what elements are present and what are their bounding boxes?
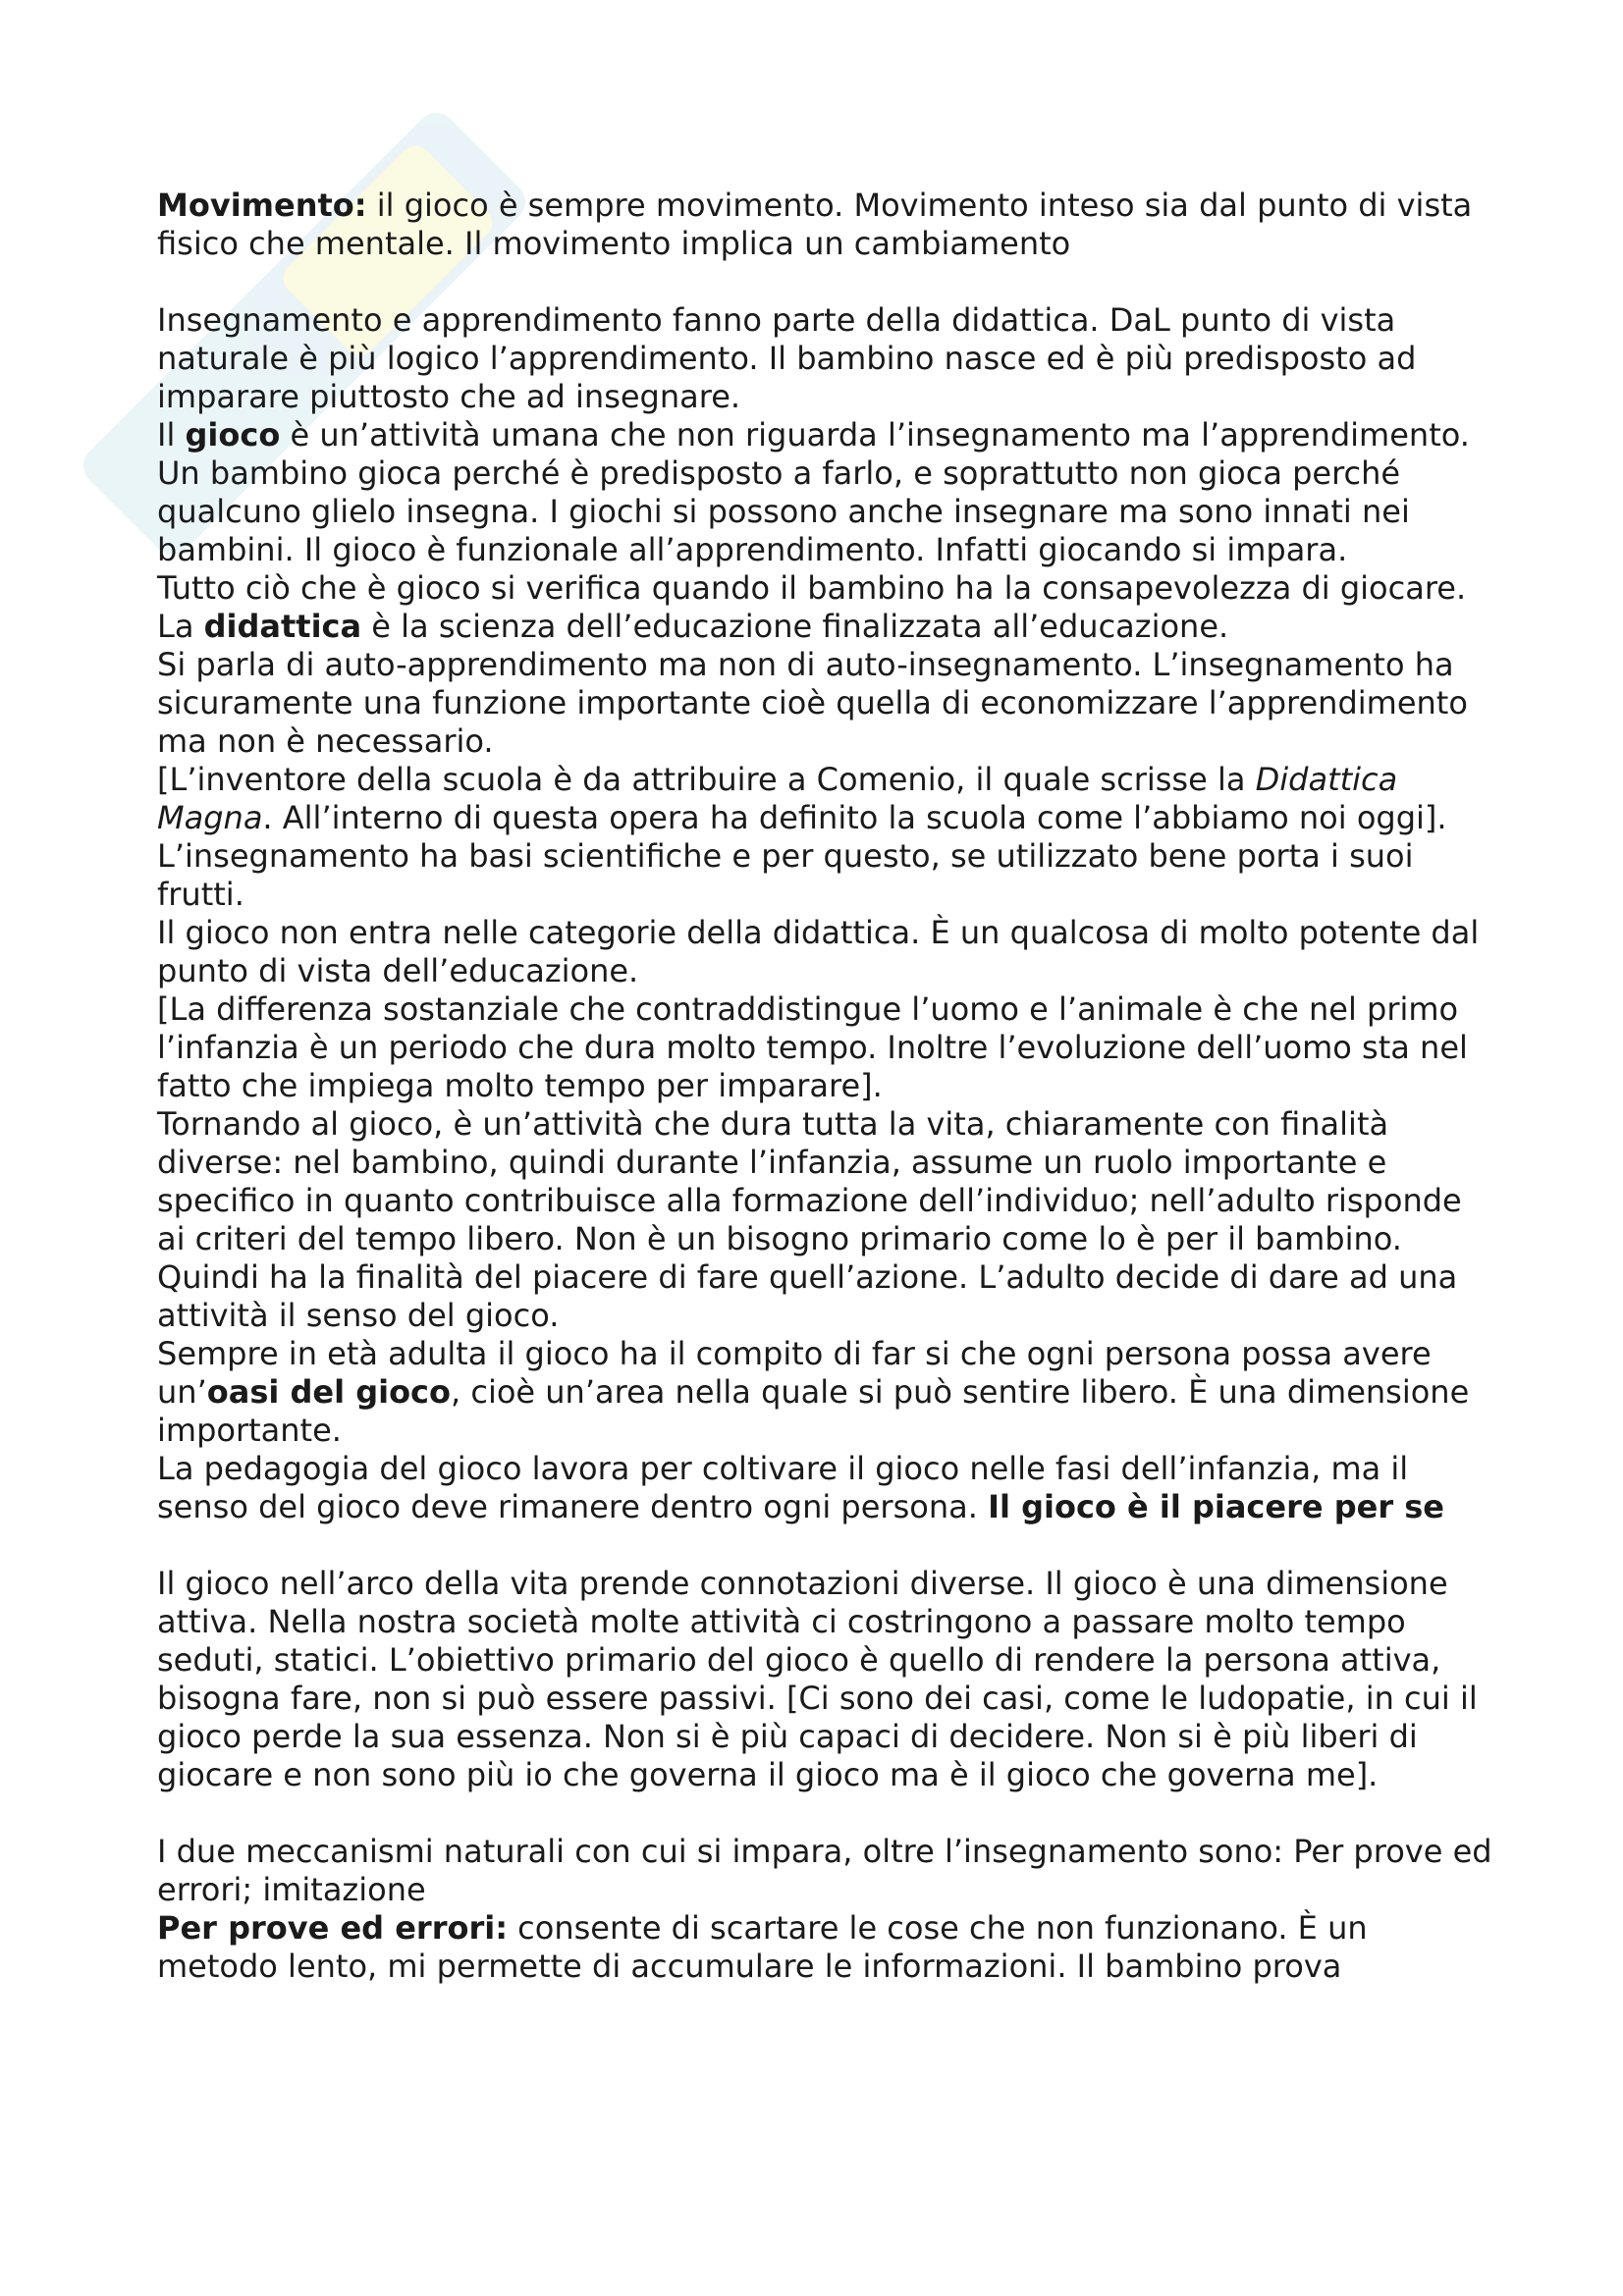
term-oasi-del-gioco: oasi del gioco — [206, 1373, 451, 1411]
blank-line — [157, 1526, 1492, 1565]
paragraph-insegnamento: Insegnamento e apprendimento fanno parte della didattica. DaL punto di vista naturale è più logico l’apprendimento. Il bambino nasce ed è più predisposto ad imparare piuttosto che ad insegnare. — [157, 301, 1417, 415]
paragraph-movimento: Movimento: il gioco è sempre movimento. Movimento inteso sia dal punto di vista fisico che mentale. Il movimento implica un cambiamento — [157, 187, 1473, 262]
book-title: Didattica Magna — [157, 761, 1398, 836]
term-prove-errori: Per prove ed errori: — [157, 1909, 508, 1947]
term-movimento: Movimento: — [157, 187, 367, 224]
paragraph-arco-vita: Il gioco nell’arco della vita prende connotazioni diverse. Il gioco è una dimensione attiva. Nella nostra società molte attività ci costringono a passare molto tempo seduti, statici. L’obiettivo primario del gioco è quello di rendere la persona attiva, bisogna fare, non si può essere passivi. [Ci sono dei casi, come le ludopatie, in cui il gioco perde la sua essenza. Non si è più capaci di decidere. Non si è più liberi di giocare e non sono più io che governa il gioco ma è il gioco che governa me]. — [157, 1565, 1478, 1793]
blank-line — [157, 1794, 1492, 1833]
term-gioco: gioco — [185, 416, 281, 454]
paragraph-auto-apprendimento: Si parla di auto-apprendimento ma non di auto-insegnamento. L’insegnamento ha sicuramente una funzione importante cioè quella di economizzare l’apprendimento ma non è necessario. — [157, 646, 1468, 760]
paragraph-pedagogia: La pedagogia del gioco lavora per coltivare il gioco nelle fasi dell’infanzia, ma il senso del gioco deve rimanere dentro ogni persona. Il gioco è il piacere per se — [157, 1450, 1444, 1525]
paragraph-meccanismi: I due meccanismi naturali con cui si impara, oltre l’insegnamento sono: Per prove ed errori; imitazione — [157, 1833, 1492, 1908]
paragraph-didattica: La didattica è la scienza dell’educazione finalizzata all’educazione. — [157, 608, 1229, 645]
paragraph-consapevolezza: Tutto ciò che è gioco si verifica quando il bambino ha la consapevolezza di giocare. — [157, 569, 1467, 607]
paragraph-tornando: Tornando al gioco, è un’attività che dura tutta la vita, chiaramente con finalità diverse: nel bambino, quindi durante l’infanzia, assume un ruolo importante e specifico in quanto contribuisce alla formazione dell’individuo; nell’adulto risponde ai criteri del tempo libero. Non è un bisogno primario come lo è per il bambino. Quindi ha la finalità del piacere di fare quell’azione. L’adulto decide di dare ad una attività il senso del gioco. — [157, 1105, 1462, 1334]
paragraph-differenza: [La differenza sostanziale che contraddistingue l’uomo e l’animale è che nel primo l’infanzia è un periodo che dura molto tempo. Inoltre l’evoluzione dell’uomo sta nel fatto che impiega molto tempo per imparare]. — [157, 990, 1468, 1104]
term-piacere-per-se: Il gioco è il piacere per se — [988, 1488, 1444, 1525]
paragraph-gioco: Il gioco è un’attività umana che non riguarda l’insegnamento ma l’apprendimento. Un bambino gioca perché è predisposto a farlo, e soprattutto non gioca perché qualcuno glielo insegna. I giochi si possono anche insegnare ma sono innati nei bambini. Il gioco è funzionale all’apprendimento. Infatti giocando si impara. — [157, 416, 1470, 568]
blank-line — [157, 263, 1492, 301]
paragraph-prove-errori: Per prove ed errori: consente di scartare le cose che non funzionano. È un metodo lento, mi permette di accumulare le informazioni. Il bambino prova — [157, 1909, 1368, 1985]
term-didattica: didattica — [203, 608, 362, 645]
paragraph-eta-adulta: Sempre in età adulta il gioco ha il compito di far si che ogni persona possa avere un’oasi del gioco, cioè un’area nella quale si può sentire libero. È una dimensione importante. — [157, 1335, 1470, 1449]
document-body — [157, 187, 1492, 1986]
paragraph-comenio: [L’inventore della scuola è da attribuire a Comenio, il quale scrisse la Didattica Magna. All’interno di questa opera ha definito la scuola come l’abbiamo noi oggi]. L’insegnamento ha basi scientifiche e per questo, se utilizzato bene porta i suoi frutti. — [157, 761, 1447, 913]
paragraph-categorie: Il gioco non entra nelle categorie della didattica. È un qualcosa di molto potente dal punto di vista dell’educazione. — [157, 914, 1480, 989]
